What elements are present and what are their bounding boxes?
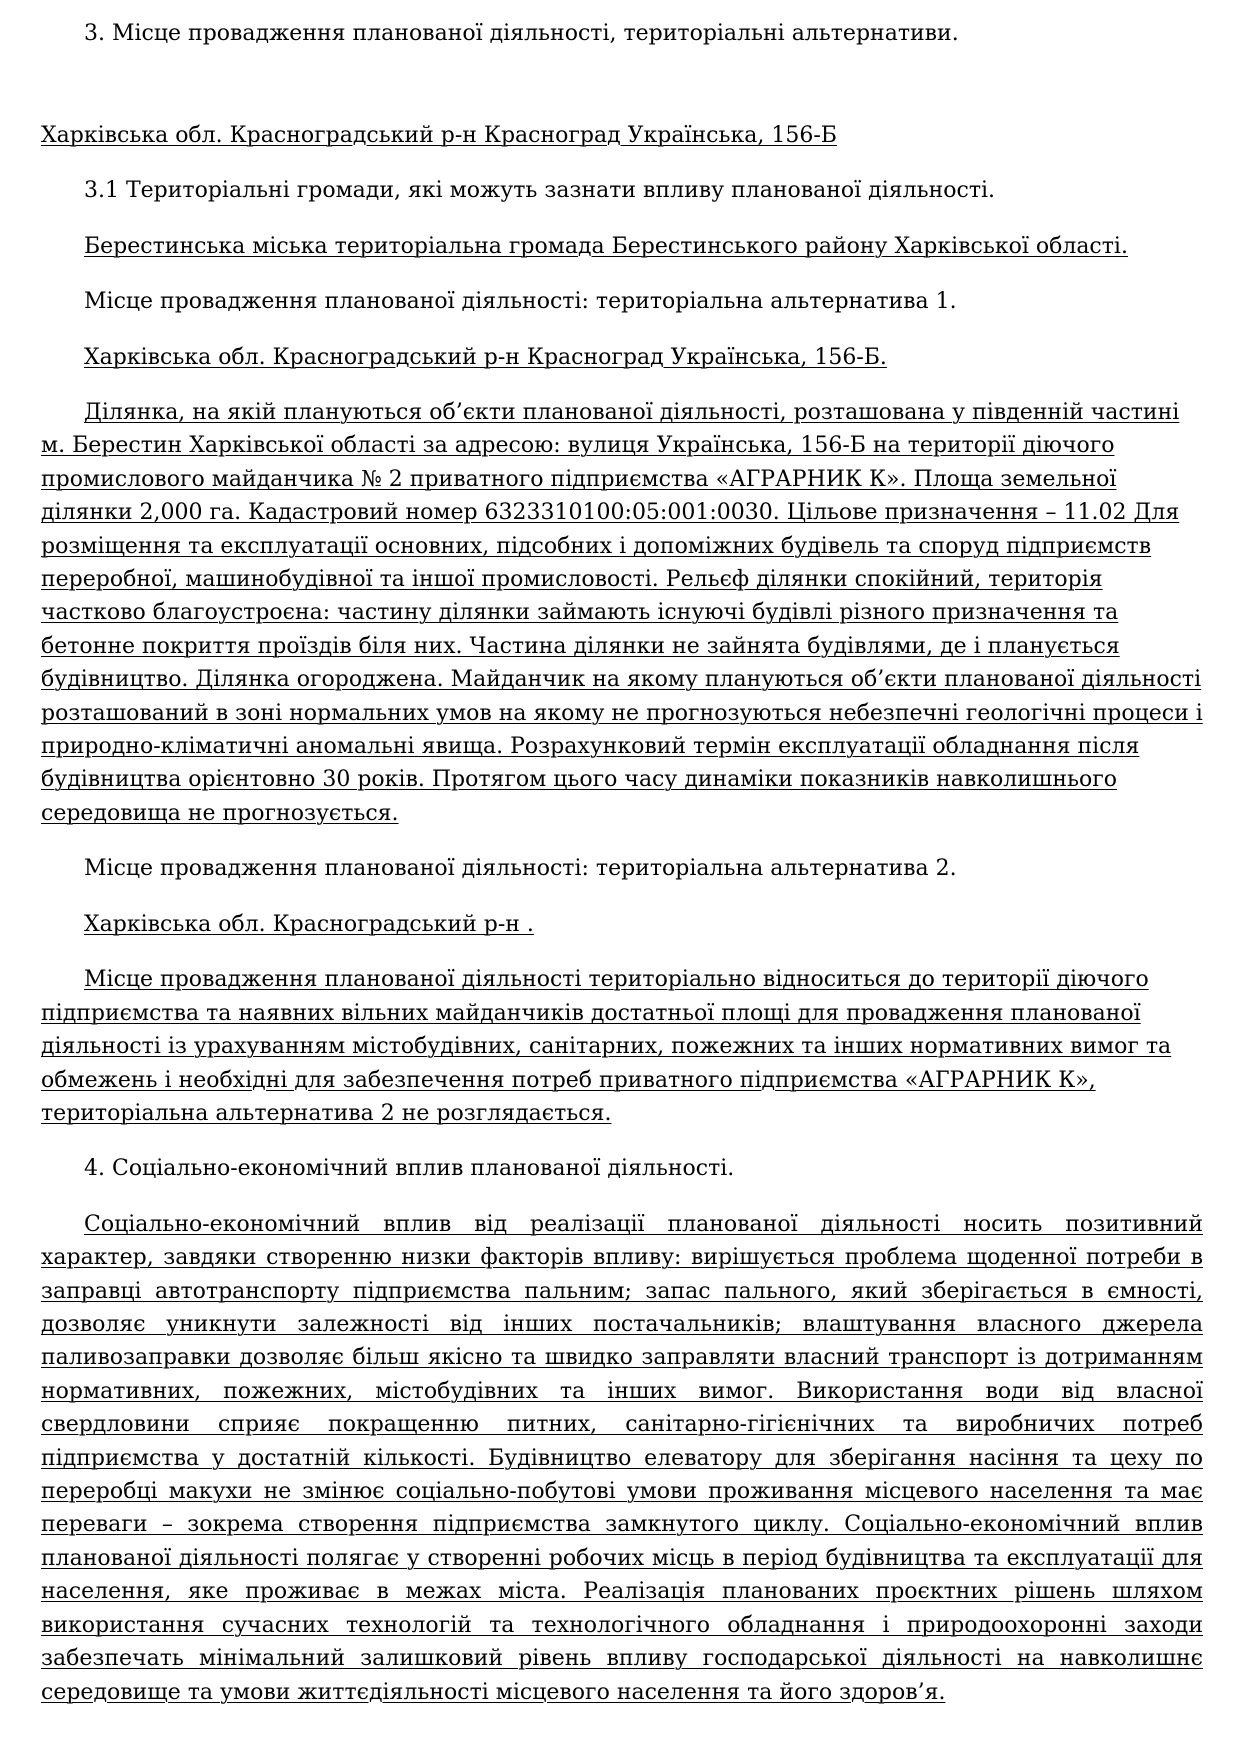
alternative-2-description: [41, 963, 1203, 1130]
section-4-description-text: Соціально-економічний вплив від реалізації планованої діяльності носить позитивний характер, завдяки створенню низки факторів впливу: вирішується проблема щоденної потреби в заправці автотранспорту підприємства пальним; запас пального, який зберігається в ємності, дозволяє уникнути залежності від інших постачальників; влаштування власного джерела паливозаправки дозволяє більш якісно та швидко заправляти власний транспорт із дотриманням нормативних, пожежних, містобудівних та інших вимог. Використання води від власної свердловини сприяє покращенню питних, санітарно-гігієнічних та виробничих потреб підприємства у достатній кількості. Будівництво елеватору для зберігання насіння та цеху по переробці макухи не змінює соціально-побутові умови проживання місцевого населення та має переваги – зокрема створення підприємства замкнутого циклу. Соціально-економічний вплив планованої діяльності полягає у створенні робочих місць в період будівництва та експлуатації для населення, яке проживає в межах міста. Реалізація планованих проєктних рішень шляхом використання сучасних технологій та технологічного обладнання і природоохоронні заходи забезпечать мінімальний залишковий рівень впливу господарської діяльності на навколишнє середовище та умови життєдіяльності місцевого населення та його здоров’я.: [41, 1211, 1203, 1705]
alternative-2-address: [41, 908, 1203, 942]
section-3-1-heading: 3.1 Територіальні громади, які можуть зазнати впливу планованої діяльності.: [84, 178, 996, 203]
alternative-1-heading: Місце провадження планованої діяльності: територіальна альтернатива 1.: [84, 289, 957, 314]
alternative-1-address: [41, 341, 1203, 375]
alternative-2-heading: Місце провадження планованої діяльності: територіальна альтернатива 2.: [84, 856, 957, 882]
alternative-1-description-text: Ділянка, на якій плануються об’єкти планованої діяльності, розташована у південній частині м. Берестин Харківської області за адресою: вулиця Українська, 156-Б на території діючого промислового майданчика № 2 приватного підприємства «АГРАРНИК К». Площа земельної ділянки 2,000 га. Кадастровий номер 6323310100:05:001:0030. Цільове призначення – 11.02 Для розміщення та експлуатації основних, підсобних і допоміжних будівель та споруд підприємств переробної, машинобудівної та іншої промисловості. Рельєф ділянки спокійний, територія частково благоустроєна: частину ділянки займають існуючі будівлі різного призначення та бетонне покриття проїздів біля них. Частина ділянки не зайнята будівлями, де і планується будівництво. Ділянка огороджена. Майданчик на якому плануються об’єкти планованої діяльності розташований в зоні нормальних умов на якому не прогнозуються небезпечні геологічні процеси і природно-кліматичні аномальні явища. Розрахунковий термін експлуатації обладнання після будівництва орієнтовно 30 років. Протягом цього часу динаміки показників навколишнього середовища не прогнозується.: [41, 400, 1203, 826]
alternative-1-address-text: Харківська обл. Красноградський р-н Красноград Українська, 156-Б.: [84, 344, 887, 370]
main-address: [41, 119, 1203, 153]
community-name: [41, 230, 1203, 264]
alternative-2-address-text: Харківська обл. Красноградський р-н .: [84, 911, 534, 937]
alternative-1-description: [41, 396, 1203, 830]
section-3-heading: 3. Місце провадження планованої діяльності, територіальні альтернативи.: [84, 21, 959, 46]
community-name-text: Берестинська міська територіальна громада Берестинського району Харківської області.: [84, 233, 1128, 259]
alternative-2-description-text: Місце провадження планованої діяльності територіально відноситься до території діючого підприємства та наявних вільних майданчиків достатньої площі для провадження планованої діяльності із урахуванням містобудівних, санітарних, пожежних та інших нормативних вимог та обмежень і необхідні для забезпечення потреб приватного підприємства «АГРАРНИК К», територіальна альтернатива 2 не розглядається.: [41, 967, 1172, 1126]
document-page: [41, 17, 1203, 1709]
main-address-text: Харківська обл. Красноградський р-н Красноград Українська, 156-Б: [41, 122, 837, 148]
section-4-description: [41, 1208, 1203, 1709]
section-4-heading: 4. Соціально-економічний вплив планованої діяльності.: [84, 1156, 735, 1182]
